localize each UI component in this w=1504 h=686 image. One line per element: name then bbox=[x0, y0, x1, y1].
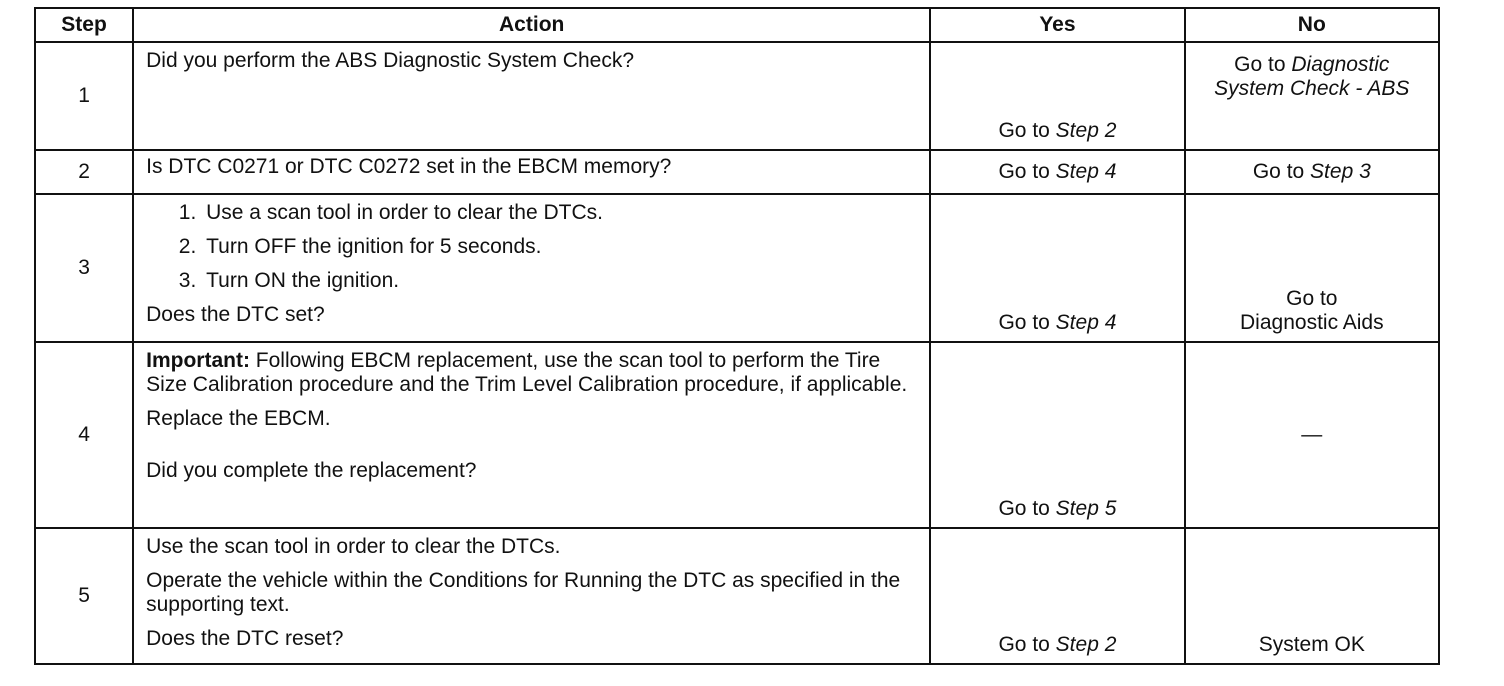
diagnostic-table bbox=[34, 7, 1440, 665]
action-text: Is DTC C0271 or DTC C0272 set in the EBCM memory? bbox=[146, 155, 672, 178]
question-text: Did you complete the replacement? bbox=[146, 459, 477, 482]
list-item: 2. Turn OFF the ignition for 5 seconds. bbox=[202, 235, 917, 259]
yes-prefix: Go to bbox=[998, 497, 1056, 520]
no-link[interactable]: Diagnostic bbox=[1291, 53, 1390, 76]
question-text: Does the DTC reset? bbox=[146, 627, 344, 650]
step-number: 2 bbox=[35, 150, 133, 194]
no-text: Go to bbox=[1286, 287, 1338, 310]
action-cell bbox=[133, 194, 930, 342]
yes-link[interactable]: Step 2 bbox=[1055, 633, 1117, 656]
step-number: 1 bbox=[35, 42, 133, 150]
action-cell bbox=[133, 150, 930, 194]
table-row bbox=[35, 528, 1439, 664]
yes-prefix: Go to bbox=[998, 119, 1056, 142]
yes-cell bbox=[930, 194, 1184, 342]
header-no: No bbox=[1185, 8, 1439, 42]
question-text: Does the DTC set? bbox=[146, 303, 325, 326]
step-number: 3 bbox=[35, 194, 133, 342]
important-label: Important: bbox=[146, 349, 250, 372]
no-link[interactable]: Step 3 bbox=[1310, 160, 1371, 183]
action-cell bbox=[133, 528, 930, 664]
no-cell bbox=[1185, 528, 1439, 664]
no-link[interactable]: Diagnostic Aids bbox=[1240, 311, 1384, 334]
yes-link[interactable]: Step 2 bbox=[1055, 119, 1117, 142]
yes-link[interactable]: Step 5 bbox=[1055, 497, 1117, 520]
action-text: Use the scan tool in order to clear the DTCs. bbox=[146, 535, 561, 558]
header-yes: Yes bbox=[930, 8, 1184, 42]
yes-prefix: Go to bbox=[998, 160, 1056, 183]
yes-prefix: Go to bbox=[998, 311, 1056, 334]
action-text: Did you perform the ABS Diagnostic System Check? bbox=[146, 49, 635, 72]
no-prefix: Go to bbox=[1252, 160, 1311, 183]
step-number: 5 bbox=[35, 528, 133, 664]
table-row bbox=[35, 342, 1439, 528]
no-cell bbox=[1185, 150, 1439, 194]
no-text: System OK bbox=[1258, 633, 1365, 656]
no-link-cont[interactable]: System Check - ABS bbox=[1214, 77, 1410, 100]
yes-cell bbox=[930, 42, 1184, 150]
yes-cell bbox=[930, 150, 1184, 194]
step-number: 4 bbox=[35, 342, 133, 528]
no-prefix: Go to bbox=[1234, 53, 1292, 76]
yes-cell bbox=[930, 528, 1184, 664]
no-text: — bbox=[1301, 423, 1323, 446]
important-text: Following EBCM replacement, use the scan tool to perform the Tire Size Calibration procedure and the Trim Level Calibration procedure, if applicable. bbox=[146, 349, 908, 396]
yes-prefix: Go to bbox=[998, 633, 1056, 656]
no-cell bbox=[1185, 342, 1439, 528]
no-cell bbox=[1185, 42, 1439, 150]
list-item: 1. Use a scan tool in order to clear the DTCs. bbox=[202, 201, 917, 225]
yes-link[interactable]: Step 4 bbox=[1055, 311, 1117, 334]
list-item: 3. Turn ON the ignition. bbox=[202, 269, 917, 293]
header-action: Action bbox=[133, 8, 930, 42]
procedure-list bbox=[146, 201, 917, 293]
yes-cell bbox=[930, 342, 1184, 528]
important-note bbox=[146, 349, 917, 397]
table-row bbox=[35, 42, 1439, 150]
action-text: Replace the EBCM. bbox=[146, 407, 331, 430]
no-cell bbox=[1185, 194, 1439, 342]
header-row bbox=[35, 8, 1439, 42]
table-row bbox=[35, 194, 1439, 342]
action-text: Operate the vehicle within the Conditions for Running the DTC as specified in the supporting text. bbox=[146, 569, 901, 616]
yes-link[interactable]: Step 4 bbox=[1055, 160, 1117, 183]
action-cell bbox=[133, 42, 930, 150]
action-cell bbox=[133, 342, 930, 528]
header-step: Step bbox=[35, 8, 133, 42]
table-row bbox=[35, 150, 1439, 194]
